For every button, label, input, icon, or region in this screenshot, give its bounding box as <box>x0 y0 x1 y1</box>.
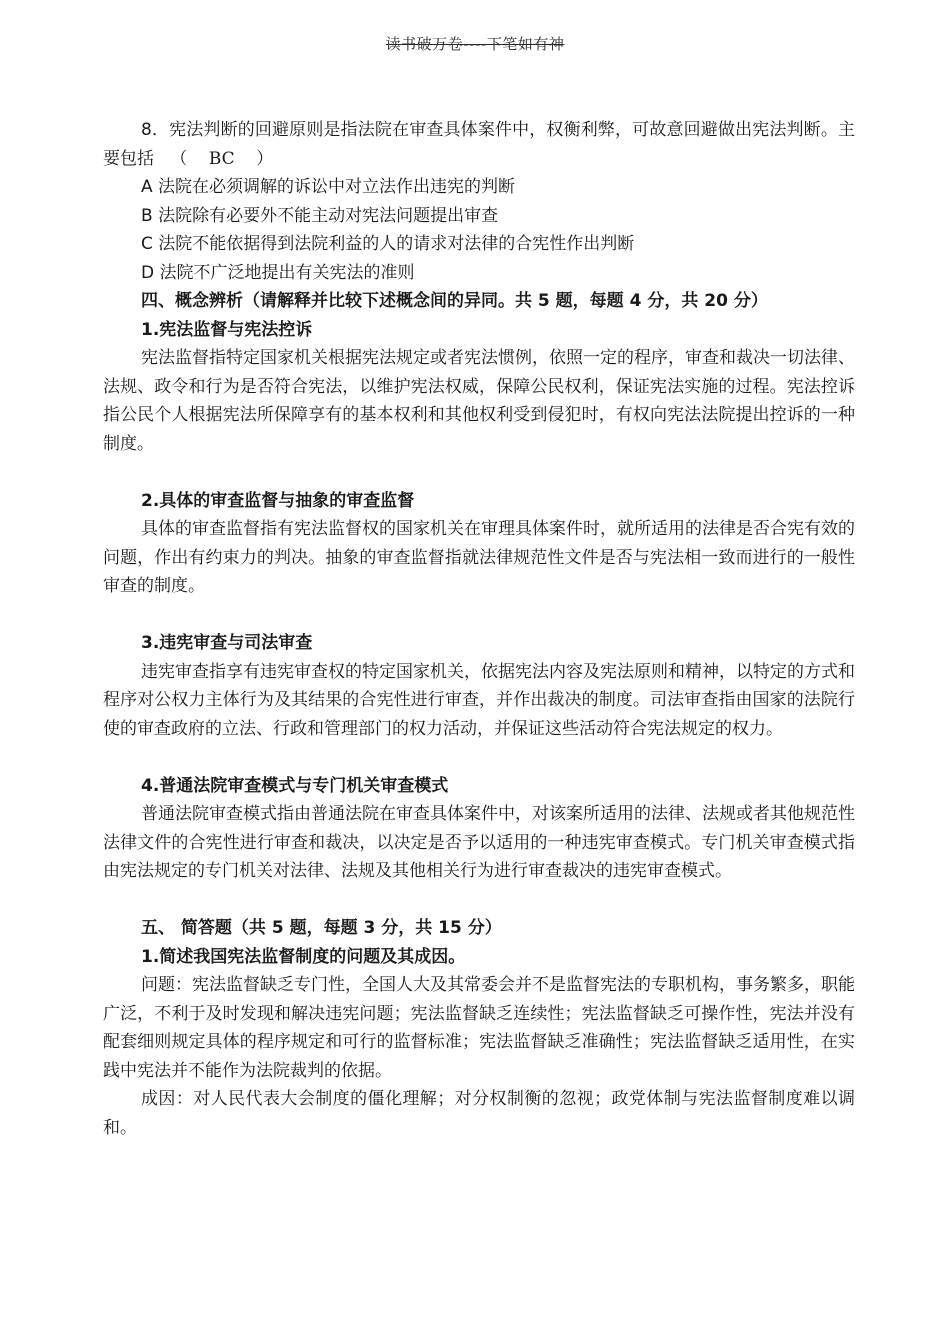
section-4-title: 四、概念辨析（请解释并比较下述概念间的异同。共 5 题，每题 4 分，共 20 分） <box>141 291 768 311</box>
header-left-text: 读书破万卷 <box>385 35 464 53</box>
spacer <box>103 886 855 915</box>
question-8-option-c: C 法院不能依据得到法院利益的人的请求对法律的合宪性作出判断 <box>141 234 635 254</box>
header-separator: ---- <box>463 35 487 53</box>
section-5-title: 五、 简答题（共 5 题，每题 3 分，共 15 分） <box>141 918 502 938</box>
section-4-item-3-title: 3.违宪审查与司法审查 <box>141 633 313 653</box>
page-header <box>0 33 950 54</box>
section-4-item-4-title: 4.普通法院审查模式与专门机关审查模式 <box>141 775 449 796</box>
question-8-option-b: B 法院除有必要外不能主动对宪法问题提出审查 <box>141 205 499 226</box>
section-4-item-1-body: 宪法监督指特定国家机关根据宪法规定或者宪法惯例，依照一定的程序，审查和裁决一切法律、法规、政令和行为是否符合宪法，以维护宪法权威，保障公民权利，保证宪法实施的过程。宪法控诉指公民个人根据宪法所保障享有的基本权利和其他权利受到侵犯时，有权向宪法法院提出控诉的一种制度。 <box>103 348 855 454</box>
document-body <box>103 116 855 1142</box>
spacer <box>103 601 855 630</box>
question-8-text: 8．宪法判断的回避原则是指法院在审查具体案件中，权衡利弊，可故意回避做出宪法判断。主要包括 <box>103 120 855 169</box>
section-4-item-2-title: 2.具体的审查监督与抽象的审查监督 <box>141 490 415 511</box>
header-right-text: 下笔如有神 <box>486 35 565 53</box>
section-4-item-1-title: 1.宪法监督与宪法控诉 <box>141 319 313 340</box>
question-8-answer: BC <box>208 148 235 169</box>
section-5-question-1-title: 1.简述我国宪法监督制度的问题及其成因。 <box>141 946 466 967</box>
question-8-option-d: D 法院不广泛地提出有关宪法的准则 <box>141 262 415 283</box>
section-5-question-1-problem: 问题：宪法监督缺乏专门性，全国人大及其常委会并不是监督宪法的专职机构，事务繁多，职能广泛，不利于及时发现和解决违宪问题；宪法监督缺乏连续性；宪法监督缺乏可操作性，宪法并没有配套细则规定具体的程序规定和可行的监督标准；宪法监督缺乏准确性；宪法监督缺乏适用性，在实践中宪法并不能作为法院裁判的依据。 <box>103 975 855 1081</box>
question-8-paren-close: ） <box>256 148 274 169</box>
spacer <box>103 458 855 487</box>
question-8-paren-open: （ <box>170 148 188 169</box>
section-4-item-2-body: 具体的审查监督指有宪法监督权的国家机关在审理具体案件时，就所适用的法律是否合宪有效的问题，作出有约束力的判决。抽象的审查监督指就法律规范性文件是否与宪法相一致而进行的一般性审查的制度。 <box>103 519 855 596</box>
question-8-stem <box>103 116 855 173</box>
section-4-item-3-body: 违宪审查指享有违宪审查权的特定国家机关，依据宪法内容及宪法原则和精神，以特定的方式和程序对公权力主体行为及其结果的合宪性进行审查，并作出裁决的制度。司法审查指由国家的法院行使的审查政府的立法、行政和管理部门的权力活动，并保证这些活动符合宪法规定的权力。 <box>103 661 855 739</box>
question-8-option-a: A 法院在必须调解的诉讼中对立法作出违宪的判断 <box>141 177 516 197</box>
section-5-question-1-cause: 成因：对人民代表大会制度的僵化理解；对分权制衡的忽视；政党体制与宪法监督制度难以调和。 <box>103 1089 855 1138</box>
section-4-item-4-body: 普通法院审查模式指由普通法院在审查具体案件中，对该案所适用的法律、法规或者其他规范性法律文件的合宪性进行审查和裁决，以决定是否予以适用的一种违宪审查模式。专门机关审查模式指由宪法规定的专门机关对法律、法规及其他相关行为进行审查裁决的违宪审查模式。 <box>103 804 855 881</box>
spacer <box>103 743 855 772</box>
